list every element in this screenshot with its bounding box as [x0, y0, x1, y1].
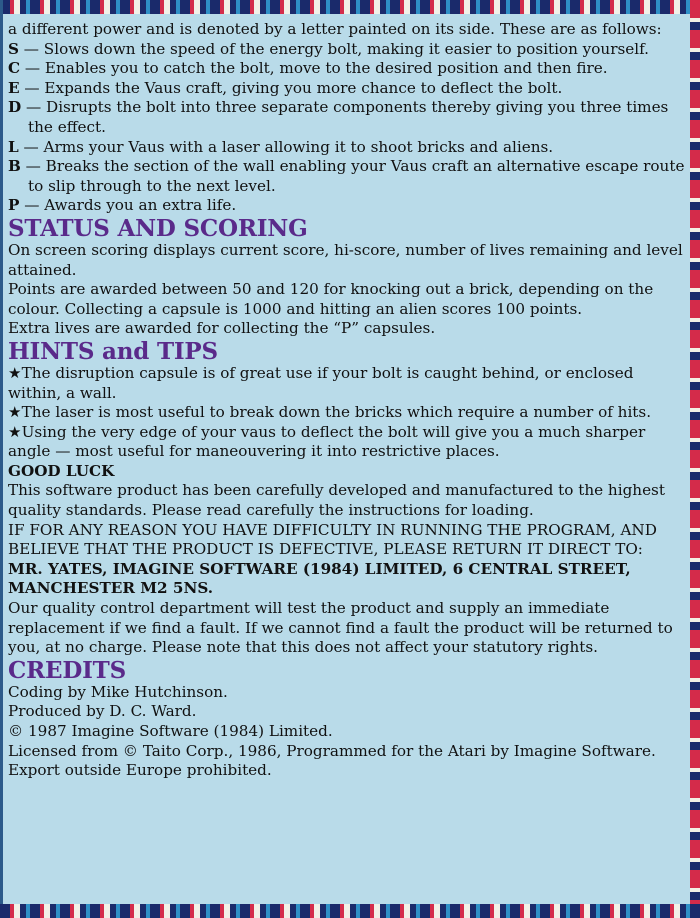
- decorative-border-top: [0, 0, 700, 14]
- hint-item: ★Using the very edge of your vaus to deflect the bolt will give you a much sharper angle — most useful for maneouvering it into restrictive places.: [8, 422, 646, 461]
- power-letter: D: [8, 98, 22, 117]
- powers-list: [8, 40, 690, 216]
- power-description: — Expands the Vaus craft, giving you more chance to deflect the bolt.: [24, 78, 563, 97]
- hint-item: ★The disruption capsule is of great use if your bolt is caught behind, or enclosed within, a wall.: [8, 363, 634, 402]
- status-paragraph-3: Extra lives are awarded for collecting the “P” capsules.: [8, 319, 436, 338]
- hints-heading: HINTS and TIPS: [8, 337, 218, 365]
- power-letter: C: [8, 59, 21, 78]
- credit-line: Coding by Mike Hutchinson.: [8, 682, 228, 701]
- credits-heading: CREDITS: [8, 656, 126, 684]
- decorative-border-left: [0, 0, 3, 918]
- power-item: [8, 40, 690, 60]
- power-letter: E: [8, 78, 20, 97]
- powers-intro: a different power and is denoted by a letter painted on its side. These are as follows:: [8, 20, 662, 38]
- power-description: — Arms your Vaus with a laser allowing it to shoot bricks and aliens.: [23, 137, 554, 156]
- power-description: — Awards you an extra life.: [24, 196, 237, 215]
- status-heading: STATUS AND SCORING: [8, 214, 308, 242]
- power-letter: L: [8, 137, 19, 156]
- status-paragraph-1: On screen scoring displays current score, hi-score, number of lives remaining and level attained.: [8, 240, 683, 279]
- hint-item: ★The laser is most useful to break down the bricks which require a number of hits.: [8, 403, 652, 422]
- power-description: — Breaks the section of the wall enabling your Vaus craft an alternative escape route to slip through to the next level.: [25, 157, 685, 195]
- power-description: — Disrupts the bolt into three separate components thereby giving you three times the effect.: [26, 98, 669, 136]
- power-description: — Slows down the speed of the energy bolt, making it easier to position yourself.: [23, 39, 649, 58]
- power-description: — Enables you to catch the bolt, move to the desired position and then fire.: [24, 59, 608, 78]
- power-letter: S: [8, 39, 19, 58]
- warranty-paragraph-2: IF FOR ANY REASON YOU HAVE DIFFICULTY IN RUNNING THE PROGRAM, AND BELIEVE THAT THE PRODUCT IS DEFECTIVE, PLEASE RETURN IT DIRECT TO:: [8, 520, 657, 559]
- return-address: MR. YATES, IMAGINE SOFTWARE (1984) LIMITED, 6 CENTRAL STREET, MANCHESTER M2 5NS.: [8, 559, 631, 598]
- power-letter: B: [8, 157, 21, 176]
- decorative-border-bottom: [0, 904, 700, 918]
- credit-line: Licensed from © Taito Corp., 1986, Programmed for the Atari by Imagine Software. Export outside Europe prohibited.: [8, 741, 656, 780]
- power-item: [8, 59, 690, 79]
- power-item: [8, 79, 690, 99]
- credit-line: © 1987 Imagine Software (1984) Limited.: [8, 722, 333, 740]
- credit-line: Produced by D. C. Ward.: [8, 702, 197, 721]
- power-item: [8, 98, 690, 137]
- warranty-paragraph-3: Our quality control department will test the product and supply an immediate replacement if we find a fault. If we cannot find a fault the product will be returned to you, at no charge. Please note that this does not affect your statutory rights.: [8, 599, 673, 657]
- good-luck: GOOD LUCK: [8, 461, 115, 480]
- power-letter: P: [8, 196, 20, 215]
- power-item: [8, 157, 690, 196]
- power-item: [8, 138, 690, 158]
- status-paragraph-2: Points are awarded between 50 and 120 for knocking out a brick, depending on the colour. Collecting a capsule is 1000 and hitting an alien scores 100 points.: [8, 280, 654, 318]
- instruction-page: [8, 20, 690, 781]
- warranty-paragraph-1: This software product has been carefully developed and manufactured to the highest quality standards. Please read carefully the instructions for loading.: [8, 481, 665, 520]
- power-item: [8, 196, 690, 216]
- decorative-border-right: [690, 0, 700, 918]
